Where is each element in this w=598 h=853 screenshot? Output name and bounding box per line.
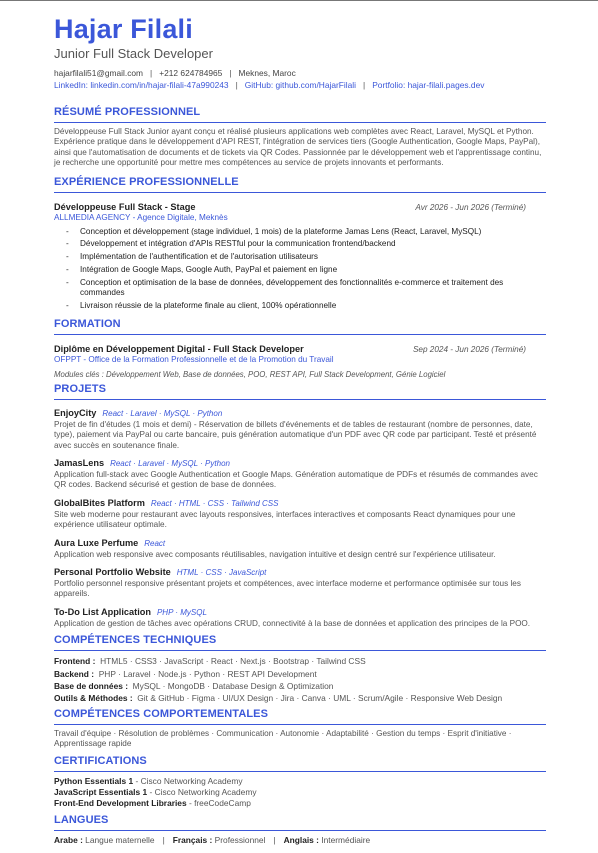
section-title-education: FORMATION — [54, 317, 546, 335]
project-name: Aura Luxe Perfume — [54, 537, 139, 548]
certification-name: Python Essentials 1 — [54, 775, 134, 786]
certification-issuer: - Cisco Networking Academy — [147, 786, 257, 797]
job-bullet: - Développement et intégration d'APIs RESTful pour la communication frontend/backend — [66, 239, 546, 250]
job-bullet: - Conception et développement (stage individuel, 1 mois) de la plateforme Jamas Lens (React, Laravel, MySQL) — [66, 227, 546, 238]
skills-list — [54, 655, 546, 705]
contact-separator: | — [363, 80, 366, 90]
summary-text: Développeuse Full Stack Junior ayant conçu et réalisé plusieurs applications web complètes avec React, Laravel, MySQL et Python. Expérience pratique dans le développement d'API REST, l'intégration de services tiers (Google Authentication, Google Maps, PayPal), ainsi que l'automatisation de documents et de tickets via QR Codes. Passionnée par le développement web et l'apprentissage continu, je recherche une opportunité pour mettre mes compétences au service de projets innovants et performants. — [54, 127, 542, 168]
language-name: Français : — [172, 834, 213, 845]
project-description: Application full-stack avec Google Authentication et Google Maps. Génération automatique de PDFs et résumés de commandes avec QR codes. Backend sécurisé et gestion de base de données. — [54, 469, 538, 490]
certification-item — [54, 787, 546, 798]
project-description: Projet de fin d'études (1 mois et demi) - Réservation de billets d'événements et de tables de restaurant (nombre de personnes, date, type), paiement via PayPal ou carte bancaire, puis génération automatique d'un PDF avec QR code par participant. Testé et présenté avec succès en soutenance finale. — [54, 419, 537, 450]
project-tech: React · Laravel · MySQL · Python — [102, 408, 223, 418]
job-bullet: - Implémentation de l'authentification et de l'autorisation utilisateurs — [66, 252, 546, 263]
linkedin-link[interactable]: LinkedIn: linkedin.com/in/hajar-filali-47a990243 — [54, 80, 229, 90]
skill-value: MySQL · MongoDB · Database Design & Optimization — [132, 681, 334, 691]
project-name: To-Do List Application — [54, 606, 151, 617]
resume-page — [54, 14, 546, 846]
project-tech: PHP · MySQL — [156, 607, 207, 617]
project-description: Application web responsive avec composants réutilisables, navigation intuitive et design centré sur l'expérience utilisateur. — [54, 549, 496, 559]
job-dates: Avr 2026 - Jun 2026 (Terminé) — [415, 202, 526, 212]
job-role: Développeuse Full Stack - Stage — [54, 201, 196, 212]
project-item — [54, 536, 546, 560]
education-dates: Sep 2024 - Jun 2026 (Terminé) — [412, 344, 526, 354]
certification-name: Front-End Development Libraries — [54, 797, 187, 808]
contact-separator: | — [150, 68, 153, 78]
language-level: Professionnel — [212, 834, 266, 845]
certification-issuer: - Cisco Networking Academy — [133, 775, 243, 786]
candidate-name: Hajar Filali — [54, 14, 193, 44]
language-name: Arabe : — [54, 834, 83, 845]
degree-title: Diplôme en Développement Digital - Full Stack Developer — [54, 343, 304, 354]
language-separator: | — [162, 834, 165, 845]
project-name: JamasLens — [54, 457, 105, 468]
language-level: Langue maternelle — [82, 834, 155, 845]
job-header — [54, 202, 546, 212]
project-description: Site web moderne pour restaurant avec layouts responsives, interfaces interactives et composants React dynamiques pour une expérience utilisateur optimale. — [54, 509, 516, 530]
skill-row — [54, 692, 546, 704]
github-link[interactable]: GitHub: github.com/HajarFilali — [244, 80, 357, 90]
candidate-title: Junior Full Stack Developer — [54, 46, 213, 61]
job-bullet: - Conception et optimisation de la base de données, développement des fonctionnalités e-commerce et traitement des commandes — [66, 278, 546, 299]
school-name: OFPPT - Office de la Formation Professionnelle et de la Promotion du Travail — [54, 354, 334, 364]
top-border-line — [0, 0, 598, 1]
project-tech: React · Laravel · MySQL · Python — [110, 458, 230, 468]
section-title-languages: LANGUES — [54, 813, 546, 831]
language-level: Intermédiaire — [318, 834, 371, 845]
projects-list — [54, 406, 546, 629]
skill-label: Base de données : — [54, 681, 129, 691]
project-tech: React · HTML · CSS · Tailwind CSS — [150, 498, 279, 508]
email[interactable]: hajarfilali51@gmail.com — [54, 68, 144, 78]
project-name: Personal Portfolio Website — [54, 566, 171, 577]
language-name: Anglais : — [283, 834, 319, 845]
skill-row — [54, 655, 546, 667]
project-item — [54, 565, 546, 600]
education-header — [54, 344, 546, 354]
job-bullet: - Livraison réussie de la plateforme finale au client, 100% opérationnelle — [66, 301, 546, 312]
job-bullets — [54, 227, 546, 312]
skill-value: HTML5 · CSS3 · JavaScript · React · Next.js · Bootstrap · Tailwind CSS — [100, 656, 366, 667]
links-line — [54, 80, 546, 91]
language-separator: | — [273, 834, 276, 845]
section-title-projects: PROJETS — [54, 382, 546, 400]
project-item — [54, 605, 546, 629]
section-title-technical-skills: COMPÉTENCES TECHNIQUES — [54, 633, 546, 651]
job-bullet: - Intégration de Google Maps, Google Auth, PayPal et paiement en ligne — [66, 265, 546, 276]
project-item — [54, 496, 546, 531]
project-name: EnjoyCity — [54, 407, 97, 418]
certification-item — [54, 798, 546, 809]
job-entry — [54, 202, 546, 312]
contact-line — [54, 68, 546, 79]
certification-item — [54, 776, 546, 787]
project-description: Application de gestion de tâches avec opérations CRUD, connectivité à la base de données et application des principes de la POO. — [54, 618, 531, 628]
project-item — [54, 406, 546, 451]
education-entry — [54, 344, 546, 380]
languages-list — [54, 835, 546, 846]
certification-name: JavaScript Essentials 1 — [54, 786, 148, 797]
skill-value: Git & GitHub · Figma · UI/UX Design · Jira · Canva · UML · Scrum/Agile · Responsive Web Design — [137, 693, 503, 704]
skill-label: Backend : — [54, 668, 95, 679]
section-title-certifications: CERTIFICATIONS — [54, 754, 546, 772]
contact-separator: | — [235, 80, 238, 90]
skill-value: PHP · Laravel · Node.js · Python · REST API Development — [98, 668, 317, 679]
job-organization: ALLMEDIA AGENCY - Agence Digitale, Meknès — [54, 212, 228, 222]
education-modules: Modules clés : Développement Web, Base de données, POO, REST API, Full Stack Development, Génie Logiciel — [54, 369, 446, 379]
skill-label: Outils & Méthodes : — [54, 693, 133, 704]
phone[interactable]: +212 624784965 — [159, 68, 223, 78]
project-name: GlobalBites Platform — [54, 497, 145, 508]
section-title-soft-skills: COMPÉTENCES COMPORTEMENTALES — [54, 707, 546, 725]
project-description: Portfolio personnel responsive présentant projets et compétences, avec interface moderne et performance optimisée sur tous les appareils. — [54, 578, 521, 599]
location: Meknes, Maroc — [238, 68, 296, 78]
project-tech: React — [144, 538, 166, 548]
skill-row — [54, 680, 546, 692]
certification-issuer: - freeCodeCamp — [186, 797, 251, 808]
skill-label: Frontend : — [54, 656, 96, 667]
soft-skills-text: Travail d'équipe · Résolution de problèmes · Communication · Autonomie · Adaptabilité · Gestion du temps · Esprit d'initiative · Apprentissage rapide — [54, 728, 512, 749]
project-item — [54, 456, 546, 491]
contact-separator: | — [229, 68, 232, 78]
skill-row — [54, 668, 546, 680]
section-title-experience: EXPÉRIENCE PROFESSIONNELLE — [54, 175, 546, 193]
portfolio-link[interactable]: Portfolio: hajar-filali.pages.dev — [372, 80, 485, 90]
certifications-list — [54, 776, 546, 809]
section-title-summary: RÉSUMÉ PROFESSIONNEL — [54, 105, 546, 123]
project-tech: HTML · CSS · JavaScript — [176, 567, 267, 577]
